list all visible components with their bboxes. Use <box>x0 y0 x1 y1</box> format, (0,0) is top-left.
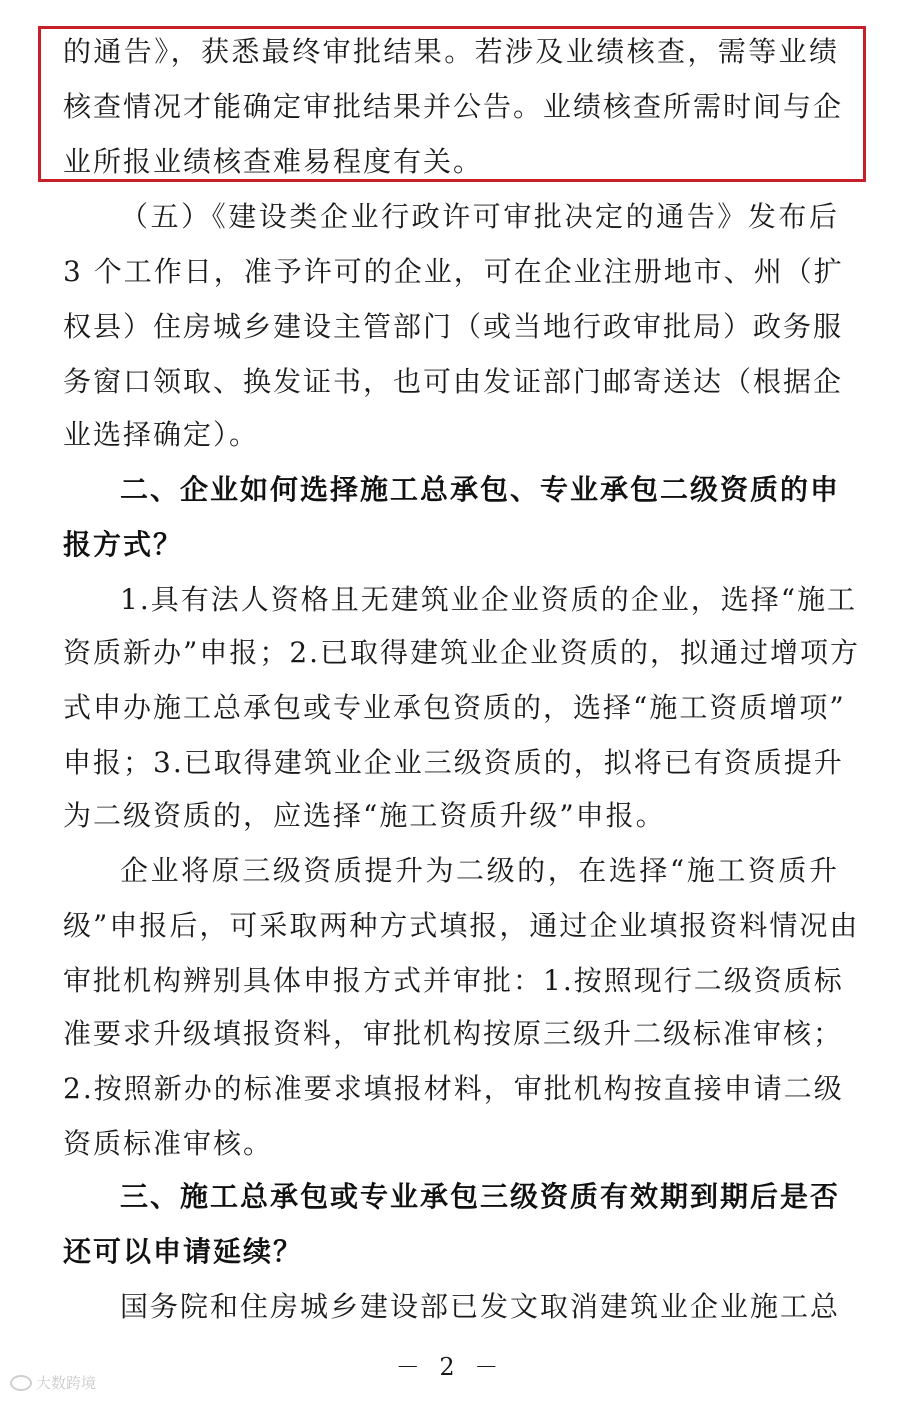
paragraph-start: 企业将原三级资质提升为二级的，在选择“施工资质升 <box>120 854 839 887</box>
text-line: 资质标准审核。 <box>63 1127 274 1160</box>
section-heading: 还可以申请延续？ <box>63 1235 304 1268</box>
text-line: 务窗口领取、换发证书，也可由发证部门邮寄送达（根据企 <box>63 365 844 398</box>
text-line: 式申办施工总承包或专业承包资质的，选择“施工资质增项” <box>63 691 846 724</box>
page-number: － 2 － <box>395 1353 505 1381</box>
text-line: 业所报业绩核查难易程度有关。 <box>63 145 484 178</box>
text-line: 2.按照新办的标准要求填报材料，审批机构按直接申请二级 <box>63 1072 844 1105</box>
text-line: 准要求升级填报资料，审批机构按原三级升二级标准审核； <box>63 1017 844 1050</box>
paragraph-start: 1.具有法人资格且无建筑业企业资质的企业，选择“施工 <box>120 583 858 616</box>
text-line: 级”申报后，可采取两种方式填报，通过企业填报资料情况由 <box>63 909 860 942</box>
text-line: 3 个工作日，准予许可的企业，可在企业注册地市、州（扩 <box>63 255 844 288</box>
watermark-logo-icon <box>10 1375 32 1391</box>
paragraph-start: 国务院和住房城乡建设部已发文取消建筑业企业施工总 <box>120 1290 841 1323</box>
text-line: 业选择确定）。 <box>63 418 260 451</box>
section-heading: 二、企业如何选择施工总承包、专业承包二级资质的申 <box>120 473 841 506</box>
text-line: 申报；3.已取得建筑业企业三级资质的，拟将已有资质提升 <box>63 746 844 779</box>
text-line: 的通告》，获悉最终审批结果。若涉及业绩核查，需等业绩 <box>63 35 839 68</box>
section-heading: 三、施工总承包或专业承包三级资质有效期到期后是否 <box>120 1180 841 1213</box>
text-line: 审批机构辨别具体申报方式并审批：1.按照现行二级资质标 <box>63 964 844 997</box>
watermark-text: 大数跨境 <box>36 1374 97 1392</box>
text-line: 权县）住房城乡建设主管部门（或当地行政审批局）政务服 <box>63 310 844 343</box>
text-line: 资质新办”申报；2.已取得建筑业企业资质的，拟通过增项方 <box>63 636 861 669</box>
paragraph-start: （五）《建设类企业行政许可审批决定的通告》发布后 <box>120 200 839 233</box>
section-heading: 报方式？ <box>63 528 184 561</box>
text-line: 为二级资质的，应选择“施工资质升级”申报。 <box>63 799 666 832</box>
watermark <box>10 1372 96 1393</box>
text-line: 核查情况才能确定审批结果并公告。业绩核查所需时间与企 <box>63 90 844 123</box>
